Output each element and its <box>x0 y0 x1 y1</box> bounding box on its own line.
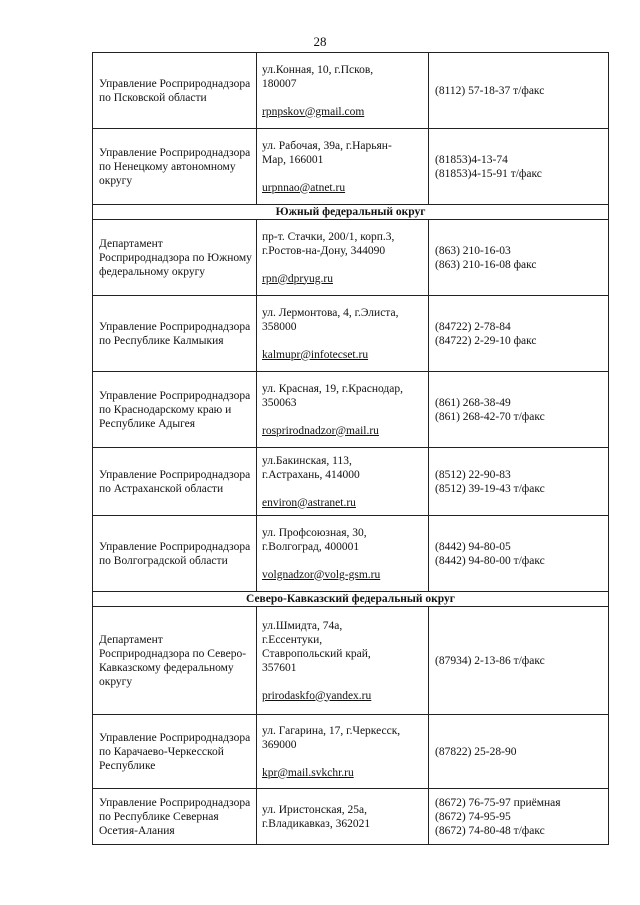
organization-name: Управление Росприроднадзора по Карачаево-Черкесской Республике <box>93 715 257 789</box>
address-line: пр-т. Стачки, 200/1, корп.3, <box>262 230 395 243</box>
phone-number: (8442) 94-80-05 <box>435 540 511 553</box>
address-cell <box>257 296 429 372</box>
address-line: ул. Красная, 19, г.Краснодар, <box>262 382 403 395</box>
address-line: 350063 <box>262 396 297 409</box>
address-line: г.Волгоград, 400001 <box>262 540 360 553</box>
section-title: Северо-Кавказский федеральный округ <box>93 592 609 607</box>
email-link[interactable]: urpnnao@atnet.ru <box>262 181 346 194</box>
organization-name: Департамент Росприроднадзора по Северо-Кавказскому федеральному округу <box>93 607 257 715</box>
email-link[interactable]: rosprirodnadzor@mail.ru <box>262 424 379 437</box>
address-cell <box>257 516 429 592</box>
phone-number: (861) 268-38-49 <box>435 396 511 409</box>
organization-name: Управление Росприроднадзора по Астраханской области <box>93 448 257 516</box>
address-line: г.Астрахань, 414000 <box>262 468 360 481</box>
phone-cell <box>429 448 609 516</box>
section-row <box>93 592 609 607</box>
address-line: ул. Гагарина, 17, г.Черкесск, <box>262 724 401 737</box>
email-link[interactable]: kpr@mail.svkchr.ru <box>262 766 354 779</box>
phone-cell <box>429 789 609 845</box>
organization-name: Управление Росприроднадзора по Волгоградской области <box>93 516 257 592</box>
email-link[interactable]: rpnpskov@gmail.com <box>262 105 365 118</box>
address-line: ул. Рабочая, 39а, г.Нарьян- <box>262 139 392 152</box>
address-cell <box>257 448 429 516</box>
address-line: ул.Бакинская, 113, <box>262 454 352 467</box>
table-row <box>93 715 609 789</box>
email-link[interactable]: volgnadzor@volg-gsm.ru <box>262 568 381 581</box>
phone-number: (81853)4-15-91 т/факс <box>435 167 542 180</box>
address-cell <box>257 607 429 715</box>
phone-number: (861) 268-42-70 т/факс <box>435 410 545 423</box>
directory-table <box>92 52 609 845</box>
address-cell <box>257 372 429 448</box>
table-row <box>93 607 609 715</box>
organization-name: Управление Росприроднадзора по Ненецкому автономному округу <box>93 129 257 205</box>
address-line: 369000 <box>262 738 297 751</box>
phone-number: (8442) 94-80-00 т/факс <box>435 554 545 567</box>
address-line: ул. Иристонская, 25а, <box>262 803 367 816</box>
address-cell <box>257 715 429 789</box>
email-link[interactable]: environ@astranet.ru <box>262 496 356 509</box>
address-line: г.Ессентуки, <box>262 633 323 646</box>
address-cell <box>257 789 429 845</box>
organization-name: Департамент Росприроднадзора по Южному федеральному округу <box>93 220 257 296</box>
address-line: г.Владикавказ, 362021 <box>262 817 371 830</box>
table-row <box>93 516 609 592</box>
phone-number: (863) 210-16-08 факс <box>435 258 537 271</box>
table-row <box>93 296 609 372</box>
organization-name: Управление Росприроднадзора по Республике Северная Осетия-Алания <box>93 789 257 845</box>
organization-name: Управление Росприроднадзора по Краснодарскому краю и Республике Адыгея <box>93 372 257 448</box>
phone-cell <box>429 296 609 372</box>
phone-number: (8672) 74-80-48 т/факс <box>435 824 545 837</box>
email-link[interactable]: kalmupr@infotecset.ru <box>262 348 369 361</box>
address-line: 357601 <box>262 661 297 674</box>
organization-name: Управление Росприроднадзора по Республике Калмыкия <box>93 296 257 372</box>
table-row <box>93 129 609 205</box>
email-link[interactable]: prirodaskfo@yandex.ru <box>262 689 372 702</box>
address-line: г.Ростов-на-Дону, 344090 <box>262 244 386 257</box>
phone-number: (863) 210-16-03 <box>435 244 511 257</box>
phone-number: (8512) 39-19-43 т/факс <box>435 482 545 495</box>
phone-number: (81853)4-13-74 <box>435 153 508 166</box>
phone-number: (8512) 22-90-83 <box>435 468 511 481</box>
address-cell <box>257 129 429 205</box>
phone-number: (87822) 25-28-90 <box>435 745 517 758</box>
page-number: 28 <box>313 34 327 49</box>
phone-number: (87934) 2-13-86 т/факс <box>435 654 545 667</box>
email-link[interactable]: rpn@dpryug.ru <box>262 272 333 285</box>
table-row <box>93 448 609 516</box>
phone-number: (84722) 2-29-10 факс <box>435 334 537 347</box>
address-line: ул.Конная, 10, г.Псков, <box>262 63 374 76</box>
address-cell <box>257 220 429 296</box>
section-title: Южный федеральный округ <box>93 205 609 220</box>
table-row <box>93 789 609 845</box>
phone-cell <box>429 715 609 789</box>
address-line: Мар, 166001 <box>262 153 324 166</box>
phone-cell <box>429 129 609 205</box>
address-cell <box>257 53 429 129</box>
table-row <box>93 220 609 296</box>
address-line: Ставропольский край, <box>262 647 371 660</box>
table-row <box>93 372 609 448</box>
phone-cell <box>429 372 609 448</box>
address-line: ул.Шмидта, 74а, <box>262 619 343 632</box>
organization-name: Управление Росприроднадзора по Псковской области <box>93 53 257 129</box>
phone-cell <box>429 220 609 296</box>
address-line: ул. Лермонтова, 4, г.Элиста, <box>262 306 399 319</box>
phone-cell <box>429 53 609 129</box>
table-row <box>93 53 609 129</box>
phone-number: (84722) 2-78-84 <box>435 320 511 333</box>
phone-number: (8672) 74-95-95 <box>435 810 511 823</box>
phone-cell <box>429 607 609 715</box>
phone-number: (8672) 76-75-97 приёмная <box>435 796 561 809</box>
address-line: 358000 <box>262 320 297 333</box>
address-line: ул. Профсоюзная, 30, <box>262 526 367 539</box>
phone-number: (8112) 57-18-37 т/факс <box>435 84 545 97</box>
section-row <box>93 205 609 220</box>
address-line: 180007 <box>262 77 297 90</box>
phone-cell <box>429 516 609 592</box>
